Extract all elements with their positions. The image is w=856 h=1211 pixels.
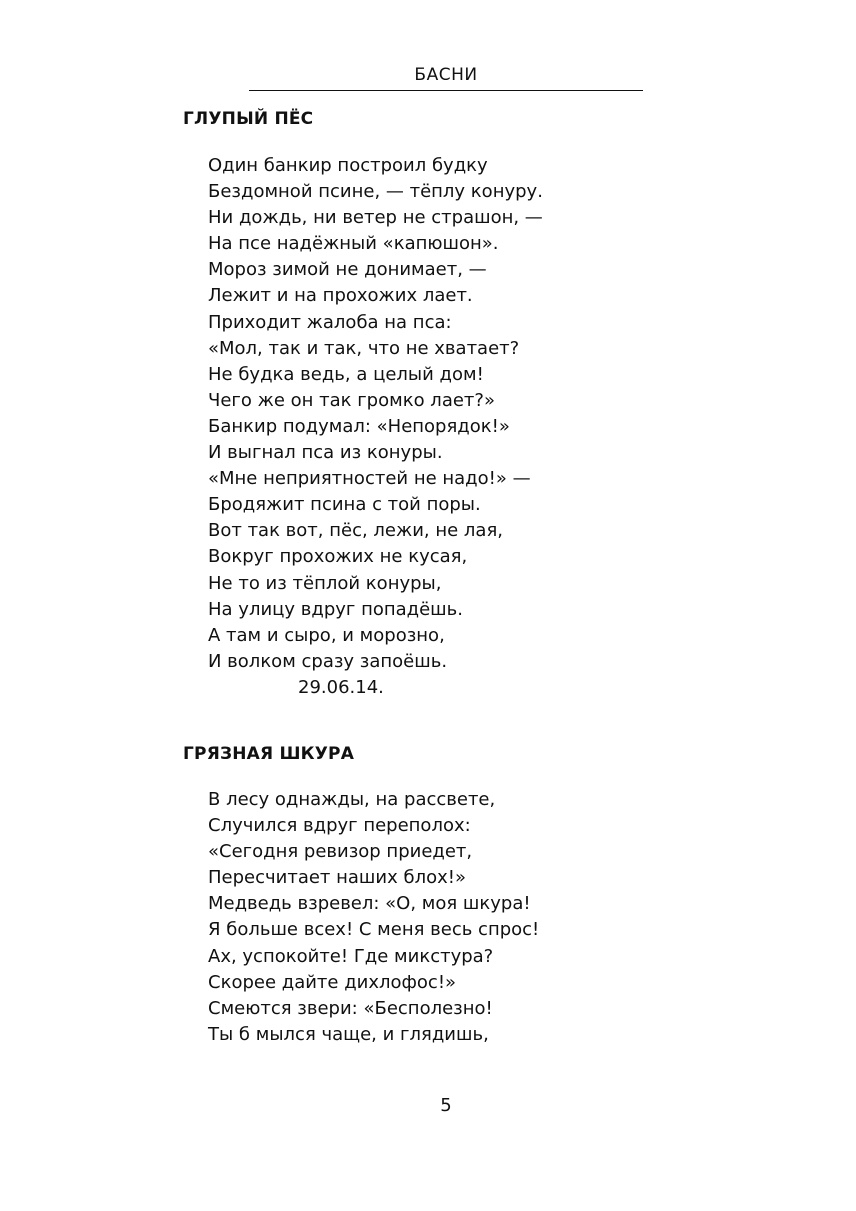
- poem-line: Смеются звери: «Бесполезно!: [208, 997, 493, 1019]
- poem-title: ГЛУПЫЙ ПЁС: [183, 109, 314, 129]
- poem-line: Приходит жалоба на пса:: [208, 311, 452, 333]
- poem-line: Вот так вот, пёс, лежи, не лая,: [208, 520, 503, 542]
- poem-title: ГРЯЗНАЯ ШКУРА: [183, 744, 355, 764]
- poem-line: Мороз зимой не донимает, —: [208, 259, 487, 281]
- poem-line: Я больше всех! С меня весь спрос!: [208, 919, 540, 941]
- poem-line: Случился вдруг переполох:: [208, 815, 471, 837]
- poem-line: Ни дождь, ни ветер не страшон, —: [208, 207, 543, 229]
- poem-line: «Мол, так и так, что не хватает?: [208, 337, 520, 359]
- poem-body: [208, 787, 539, 1048]
- poem-line: Медведь взревел: «О, моя шкура!: [208, 893, 531, 915]
- poem-line: И волком сразу запоёшь.: [208, 650, 448, 672]
- poem-line: Лежит и на прохожих лает.: [208, 285, 473, 307]
- poem-line: В лесу однажды, на рассвете,: [208, 789, 496, 810]
- poem-line: «Мне неприятностей не надо!» —: [208, 468, 531, 490]
- poem-line: На псе надёжный «капюшон».: [208, 233, 499, 255]
- poem-line: Бездомной псине, — тёплу конуру.: [208, 181, 543, 203]
- poem-date: 29.06.14.: [298, 677, 384, 698]
- poem-line: И выгнал пса из конуры.: [208, 442, 443, 464]
- poem-line: Не будка ведь, а целый дом!: [208, 363, 484, 385]
- poem-line: Пересчитает наших блох!»: [208, 867, 466, 889]
- poem-line: «Сегодня ревизор приедет,: [208, 841, 473, 863]
- poem-line: Не то из тёплой конуры,: [208, 572, 442, 594]
- poem-line: Бродяжит псина с той поры.: [208, 494, 481, 516]
- poem-line: Ах, успокойте! Где микстура?: [208, 945, 494, 967]
- poem-line: Один банкир построил будку: [208, 155, 488, 176]
- poem-line: Скорее дайте дихлофос!»: [208, 971, 457, 993]
- poem-body: [208, 153, 543, 675]
- poem-line: На улицу вдруг попадёшь.: [208, 598, 463, 620]
- page-number: 5: [440, 1095, 452, 1116]
- poem-line: А там и сыро, и морозно,: [208, 624, 445, 646]
- header-rule: [249, 90, 643, 91]
- running-header: БАСНИ: [414, 65, 478, 85]
- poem-line: Вокруг прохожих не кусая,: [208, 546, 468, 568]
- poem-line: Банкир подумал: «Непорядок!»: [208, 415, 510, 437]
- poem-line: Чего же он так громко лает?»: [208, 389, 495, 411]
- poem-line: Ты б мылся чаще, и глядишь,: [208, 1023, 489, 1045]
